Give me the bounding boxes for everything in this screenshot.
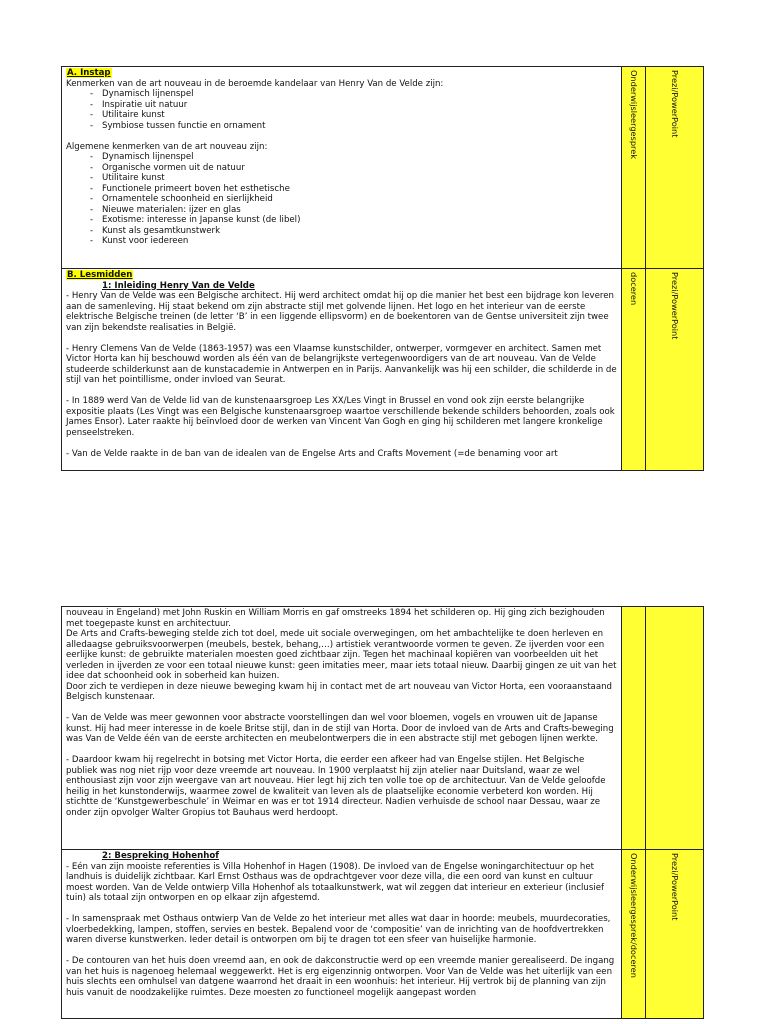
instap-intro-1: Kenmerken van de art nouveau in de beroemde kandelaar van Henry Van de Velde zijn: (66, 78, 444, 89)
instap-content (62, 67, 622, 269)
list-item: - Nieuwe materialen: ijzer en glas (90, 205, 617, 216)
hohenhof-media: Prezi/PowerPoint (670, 853, 680, 921)
instap-media-cell (646, 67, 704, 269)
lesmidden-media: Prezi/PowerPoint (670, 272, 680, 340)
list-item: - Ornamentele schoonheid en sierlijkheid (90, 194, 617, 205)
paragraph: - Daardoor kwam hij regelrecht in botsing met Victor Horta, die eerder een afkeer had van Engelse stijlen. Het Belgische publiek was nog niet rijp voor deze vreemde art nouveau. In 1900 verplaatst hij zijn atelier naar Duitsland, waar ze wel enthousiast zijn voor zijn weergave van art nouveau. Hier legt hij zich ten volle toe op de architectuur. Van de Velde geloofde heilig in het kunstonderwijs, waarmee zowel de kwaliteit van leven als de plaatselijke economie verbeterd kon worden. Hij stichtte de ‘Kunstgewerbeschule’ in Weimar en was er tot 1914 directeur. Nadien verhuisde de school naar Dessau, waar ze onder zijn opvolger Walter Gropius tot Bauhaus werd herdoopt. (66, 755, 606, 818)
paragraph: - Eén van zijn mooiste referenties is Villa Hohenhof in Hagen (1908). De invloed van de Engelse woningarchitectuur op het landhuis is duidelijk zichtbaar. Karl Ernst Osthaus was de opdrachtgever voor deze villa, die een oord van kunst en cultuur moest worden. Van de Velde ontwierp Villa Hohenhof als totaalkunstwerk, wat wil zeggen dat interieur en exterieur (inclusief tuin) als totaal zijn ontworpen en op elkaar zijn afgestemd. (66, 861, 605, 903)
lesson-table-page2 (61, 606, 704, 1019)
instap-intro-2: Algemene kenmerken van de art nouveau zijn: (66, 141, 268, 152)
paragraph: - De contouren van het huis doen vreemd aan, en ook de dakconstructie werd op een vreemde manier gerealiseerd. De ingang van het huis is nagenoeg helemaal weggewerkt. Het is erg eigenzinnig ontworpen. Voor Van de Velde was het uiterlijk van een huis slechts een omhulsel van datgene waarrond het draait in een woonhuis: het interieur. Hij vertrok bij de planning van zijn huis vanuit de noodzakelijke ruimtes. Deze moesten zo functioneel mogelijk aangepast worden (66, 956, 615, 998)
list-item: - Kunst voor iedereen (90, 236, 617, 247)
hohenhof-media-cell (646, 850, 704, 1019)
lesson-table-page1 (61, 66, 704, 471)
list-item: - Utilitaire kunst (90, 110, 617, 121)
hohenhof-method-cell (622, 850, 646, 1019)
paragraph: - Van de Velde was meer gewonnen voor abstracte voorstellingen dan wel voor bloemen, vogels en vrouwen uit de Japanse kunst. Hij had meer interesse in de koele Britse stijl, dan in de stijl van Horta. Door de invloed van de Arts and Crafts-beweging was Van de Velde één van de eerste architecten en meubelontwerpers die in een abstracte stijl met gebogen lijnen werkte. (66, 713, 614, 744)
instap-row (62, 67, 704, 269)
paragraph: - Henry Van de Velde was een Belgische architect. Hij werd architect omdat hij op die manier het best een bijdrage kon leveren aan de samenleving. Hij staat bekend om zijn abstracte stijl met golvende lijnen. Het logo en het interieur van de eerste elektrische Belgische treinen (de letter ‘B’ in een liggende ellipsvorm) en de boekentoren van de Gentse universiteit zijn twee van zijn bekendste realisaties in België. (66, 291, 614, 333)
paragraph: - Van de Velde raakte in de ban van de idealen van de Engelse Arts and Crafts Movement (=de benaming voor art (66, 448, 558, 459)
list-item: - Kunst als gesamtkunstwerk (90, 226, 617, 237)
list-item: - Organische vormen uit de natuur (90, 163, 617, 174)
continued-media-cell (646, 607, 704, 850)
list-item: - Exotisme: interesse in Japanse kunst (de libel) (90, 215, 617, 226)
continued-content (62, 607, 622, 850)
list-item: - Symbiose tussen functie en ornament (90, 121, 617, 132)
section-heading: 2: Bespreking Hohenhof (102, 851, 219, 861)
lesmidden-method: doceren (629, 272, 639, 306)
instap-method-cell (622, 67, 646, 269)
instap-list-1 (66, 89, 617, 131)
lesmidden-label: B. Lesmidden (67, 270, 133, 280)
list-item: - Functionele primeert boven het esthetische (90, 184, 617, 195)
paragraph: - In 1889 werd Van de Velde lid van de kunstenaarsgroep Les XX/Les Vingt in Brussel en vond ook zijn eerste belangrijke expositie plaats (Les Vingt was een Belgische kunstenaarsgroep waartoe verschillende bekende schilders behoorden, zoals ook James Ensor). Later raakte hij beïnvloed door de werken van Vincent Van Gogh en ging hij schilderen met langere kronkelige penseelstreken. (66, 396, 615, 438)
section-heading: 1: Inleiding Henry Van de Velde (102, 280, 255, 291)
paragraph: nouveau in Engeland) met John Ruskin en William Morris en gaf omstreeks 1894 het schilderen op. Hij ging zich bezighouden met toegepaste kunst en architectuur. De Arts and Crafts-beweging stelde zich tot doel, mede uit sociale overwegingen, om het ambachtelijke te doen herleven en alledaagse gebruiksvoorwerpen (meubels, bestek, behang,…) artistiek verantwoorde vormen te geven. Ze ijverden voor een eerlijke kunst: de gebruikte materialen moesten goed zichtbaar zijn. Tegen het machinaal kopiëren van voorbeelden uit het verleden in ijverden ze voor een totaal nieuwe kunst: geen imitaties meer, maar iets totaal nieuw. Daarbij gingen ze uit van het idee dat schoonheid ook in soberheid kan huizen. Door zich te verdiepen in deze nieuwe beweging kwam hij in contact met de art nouveau van Victor Horta, een vooraanstaand Belgisch kunstenaar. (66, 608, 617, 702)
hohenhof-row (62, 850, 704, 1019)
instap-media: Prezi/PowerPoint (670, 70, 680, 138)
lesmidden-method-cell (622, 269, 646, 471)
hohenhof-method: Onderwijsleergesprek/doceren (629, 853, 639, 978)
list-item: - Utilitaire kunst (90, 173, 617, 184)
lesmidden-row (62, 269, 704, 471)
list-item: - Dynamisch lijnenspel (90, 152, 617, 163)
instap-method: Onderwijsleergesprek (629, 70, 639, 159)
continued-row (62, 607, 704, 850)
lesmidden-media-cell (646, 269, 704, 471)
continued-method-cell (622, 607, 646, 850)
instap-label: A. Instap (67, 68, 111, 78)
list-item: - Inspiratie uit natuur (90, 100, 617, 111)
list-item: - Dynamisch lijnenspel (90, 89, 617, 100)
paragraph: - In samenspraak met Osthaus ontwierp Van de Velde zo het interieur met alles wat daar in hoorde: meubels, muurdecoraties, vloerbedekking, lampen, stoffen, servies en bestek. Bepalend voor de ‘compositie’ van de inrichting van de hoofdvertrekken waren diverse kunstwerken. Ieder detail is ontworpen om bij te dragen tot een sfeer van huiselijke harmonie. (66, 914, 611, 945)
instap-list-2 (66, 152, 617, 247)
hohenhof-content (62, 850, 622, 1019)
paragraph: - Henry Clemens Van de Velde (1863-1957) was een Vlaamse kunstschilder, ontwerper, vormgever en architect. Samen met Victor Horta kan hij beschouwd worden als één van de belangrijkste vertegenwoordigers van de art nouveau. Van de Velde studeerde schilderkunst aan de kunstacademie in Antwerpen en in Parijs. Aanvankelijk was hij een schilder, die schilderde in de stijl van het pointillisme, onder invloed van Seurat. (66, 343, 617, 385)
lesmidden-content (62, 269, 622, 471)
